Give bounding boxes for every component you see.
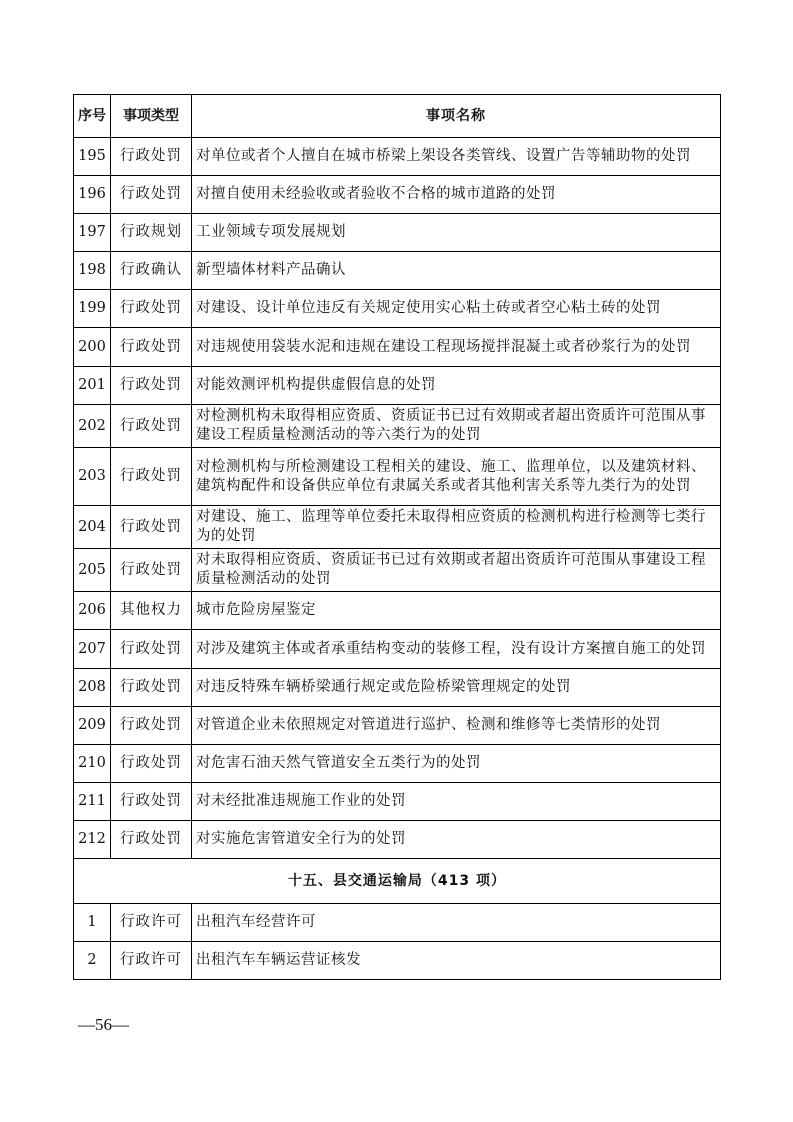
row-name: 对违反特殊车辆桥梁通行规定或危险桥梁管理规定的处罚 bbox=[192, 669, 721, 707]
row-type: 行政处罚 bbox=[111, 630, 192, 669]
header-name: 事项名称 bbox=[192, 95, 721, 138]
row-name: 对建设、施工、监理等单位委托未取得相应资质的检测机构进行检测等七类行为的处罚 bbox=[192, 506, 721, 549]
row-no: 208 bbox=[74, 669, 111, 707]
row-no: 195 bbox=[74, 138, 111, 176]
row-no: 200 bbox=[74, 328, 111, 367]
header-type: 事项类型 bbox=[111, 95, 192, 138]
row-type: 行政处罚 bbox=[111, 669, 192, 707]
row-name: 对违规使用袋装水泥和违规在建设工程现场搅拌混凝土或者砂浆行为的处罚 bbox=[192, 328, 721, 367]
row-no: 201 bbox=[74, 367, 111, 405]
row-name: 对擅自使用未经验收或者验收不合格的城市道路的处罚 bbox=[192, 176, 721, 214]
row-type: 行政许可 bbox=[111, 904, 192, 942]
table-row bbox=[74, 904, 721, 942]
row-no: 199 bbox=[74, 290, 111, 328]
row-no: 204 bbox=[74, 506, 111, 549]
section-row bbox=[74, 859, 721, 904]
page-number: —56— bbox=[78, 1015, 129, 1034]
row-no: 210 bbox=[74, 745, 111, 783]
row-type: 行政许可 bbox=[111, 942, 192, 980]
table-row bbox=[74, 592, 721, 630]
row-no: 211 bbox=[74, 783, 111, 821]
table-row bbox=[74, 707, 721, 745]
table-row bbox=[74, 214, 721, 252]
row-type: 行政处罚 bbox=[111, 549, 192, 592]
row-type: 行政处罚 bbox=[111, 448, 192, 506]
row-name: 对未取得相应资质、资质证书已过有效期或者超出资质许可范围从事建设工程质量检测活动的处罚 bbox=[192, 549, 721, 592]
row-name: 城市危险房屋鉴定 bbox=[192, 592, 721, 630]
table-row bbox=[74, 942, 721, 980]
row-type: 行政处罚 bbox=[111, 290, 192, 328]
table-row bbox=[74, 783, 721, 821]
row-no: 212 bbox=[74, 821, 111, 859]
table-row bbox=[74, 549, 721, 592]
row-type: 行政处罚 bbox=[111, 707, 192, 745]
row-type: 行政处罚 bbox=[111, 328, 192, 367]
row-name: 对检测机构未取得相应资质、资质证书已过有效期或者超出资质许可范围从事建设工程质量检测活动的等六类行为的处罚 bbox=[192, 405, 721, 448]
table-row bbox=[74, 405, 721, 448]
table-row bbox=[74, 290, 721, 328]
row-name: 新型墙体材料产品确认 bbox=[192, 252, 721, 290]
table-row bbox=[74, 630, 721, 669]
header-row bbox=[74, 95, 721, 138]
items-table bbox=[73, 94, 721, 980]
row-name: 对未经批准违规施工作业的处罚 bbox=[192, 783, 721, 821]
row-type: 行政处罚 bbox=[111, 783, 192, 821]
row-type: 行政处罚 bbox=[111, 367, 192, 405]
row-no: 207 bbox=[74, 630, 111, 669]
row-type: 其他权力 bbox=[111, 592, 192, 630]
row-type: 行政规划 bbox=[111, 214, 192, 252]
table-row bbox=[74, 506, 721, 549]
header-no: 序号 bbox=[74, 95, 111, 138]
table-row bbox=[74, 176, 721, 214]
row-type: 行政处罚 bbox=[111, 506, 192, 549]
row-type: 行政处罚 bbox=[111, 405, 192, 448]
row-no: 197 bbox=[74, 214, 111, 252]
table-row bbox=[74, 745, 721, 783]
row-no: 196 bbox=[74, 176, 111, 214]
row-name: 工业领域专项发展规划 bbox=[192, 214, 721, 252]
row-name: 对能效测评机构提供虚假信息的处罚 bbox=[192, 367, 721, 405]
table-row bbox=[74, 328, 721, 367]
row-name: 出租汽车经营许可 bbox=[192, 904, 721, 942]
row-no: 206 bbox=[74, 592, 111, 630]
row-name: 对管道企业未依照规定对管道进行巡护、检测和维修等七类情形的处罚 bbox=[192, 707, 721, 745]
row-type: 行政处罚 bbox=[111, 176, 192, 214]
row-type: 行政确认 bbox=[111, 252, 192, 290]
row-name: 对建设、设计单位违反有关规定使用实心粘土砖或者空心粘土砖的处罚 bbox=[192, 290, 721, 328]
row-name: 对检测机构与所检测建设工程相关的建设、施工、监理单位，以及建筑材料、建筑构配件和设备供应单位有隶属关系或者其他利害关系等九类行为的处罚 bbox=[192, 448, 721, 506]
table-row bbox=[74, 669, 721, 707]
row-no: 1 bbox=[74, 904, 111, 942]
row-no: 205 bbox=[74, 549, 111, 592]
table-row bbox=[74, 448, 721, 506]
row-type: 行政处罚 bbox=[111, 745, 192, 783]
table-row bbox=[74, 821, 721, 859]
row-name: 对单位或者个人擅自在城市桥梁上架设各类管线、设置广告等辅助物的处罚 bbox=[192, 138, 721, 176]
row-name: 出租汽车车辆运营证核发 bbox=[192, 942, 721, 980]
section-title: 十五、县交通运输局（413 项） bbox=[74, 859, 721, 904]
row-no: 209 bbox=[74, 707, 111, 745]
row-name: 对危害石油天然气管道安全五类行为的处罚 bbox=[192, 745, 721, 783]
row-type: 行政处罚 bbox=[111, 138, 192, 176]
row-no: 203 bbox=[74, 448, 111, 506]
row-no: 198 bbox=[74, 252, 111, 290]
table-row bbox=[74, 367, 721, 405]
row-type: 行政处罚 bbox=[111, 821, 192, 859]
row-no: 2 bbox=[74, 942, 111, 980]
row-name: 对涉及建筑主体或者承重结构变动的装修工程，没有设计方案擅自施工的处罚 bbox=[192, 630, 721, 669]
table-row bbox=[74, 138, 721, 176]
row-no: 202 bbox=[74, 405, 111, 448]
row-name: 对实施危害管道安全行为的处罚 bbox=[192, 821, 721, 859]
table-row bbox=[74, 252, 721, 290]
